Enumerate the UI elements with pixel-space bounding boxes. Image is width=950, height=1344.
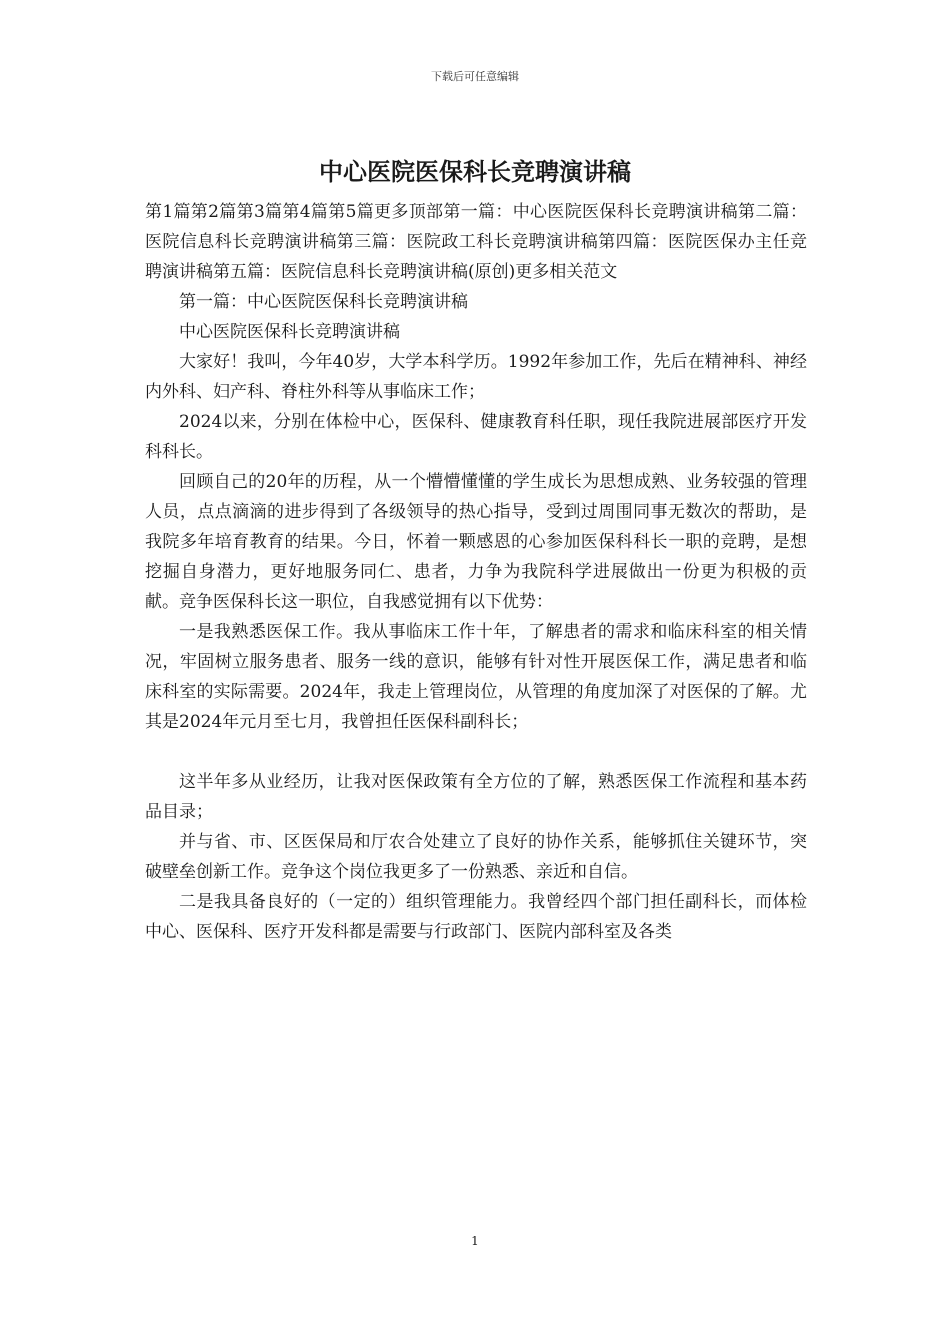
document-body: [145, 197, 807, 947]
section-subtitle: 中心医院医保科长竞聘演讲稿: [179, 322, 400, 342]
page-number: 1: [471, 1234, 479, 1248]
page-header-note: 下载后可任意编辑: [431, 70, 519, 83]
paragraph: 并与省、市、区医保局和厅农合处建立了良好的协作关系，能够抓住关键环节，突破壁垒创新工作。竞争这个岗位我更多了一份熟悉、亲近和自信。: [145, 832, 807, 882]
paragraph: 这半年多从业经历，让我对医保政策有全方位的了解，熟悉医保工作流程和基本药品目录；: [145, 772, 807, 822]
paragraph: 2024以来，分别在体检中心，医保科、健康教育科任职，现任我院进展部医疗开发科科长。: [145, 412, 807, 462]
paragraph: 二是我具备良好的（一定的）组织管理能力。我曾经四个部门担任副科长，而体检中心、医保科、医疗开发科都是需要与行政部门、医院内部科室及各类: [145, 892, 807, 942]
paragraph: 回顾自己的20年的历程，从一个懵懵懂懂的学生成长为思想成熟、业务较强的管理人员，点点滴滴的进步得到了各级领导的热心指导，受到过周围同事无数次的帮助，是我院多年培育教育的结果。今日，怀着一颗感恩的心参加医保科科长一职的竞聘，是想挖掘自身潜力，更好地服务同仁、患者，力争为我院科学进展做出一份更为积极的贡献。竞争医保科长这一职位，自我感觉拥有以下优势：: [145, 472, 807, 612]
paragraph: 大家好！我叫，今年40岁，大学本科学历。1992年参加工作，先后在精神科、神经内外科、妇产科、脊柱外科等从事临床工作；: [145, 352, 807, 402]
paragraph: 一是我熟悉医保工作。我从事临床工作十年，了解患者的需求和临床科室的相关情况，牢固树立服务患者、服务一线的意识，能够有针对性开展医保工作，满足患者和临床科室的实际需要。2024年，我走上管理岗位，从管理的角度加深了对医保的了解。尤其是2024年元月至七月，我曾担任医保科副科长；: [145, 622, 807, 732]
table-of-contents: 第1篇第2篇第3篇第4篇第5篇更多顶部第一篇：中心医院医保科长竞聘演讲稿第二篇：医院信息科长竞聘演讲稿第三篇：医院政工科长竞聘演讲稿第四篇：医院医保办主任竞聘演讲稿第五篇：医院信息科长竞聘演讲稿(原创)更多相关范文: [145, 202, 807, 282]
section-heading: 第一篇：中心医院医保科长竞聘演讲稿: [179, 292, 468, 312]
document-title: 中心医院医保科长竞聘演讲稿: [319, 157, 631, 186]
paragraph-spacer: [145, 737, 807, 767]
